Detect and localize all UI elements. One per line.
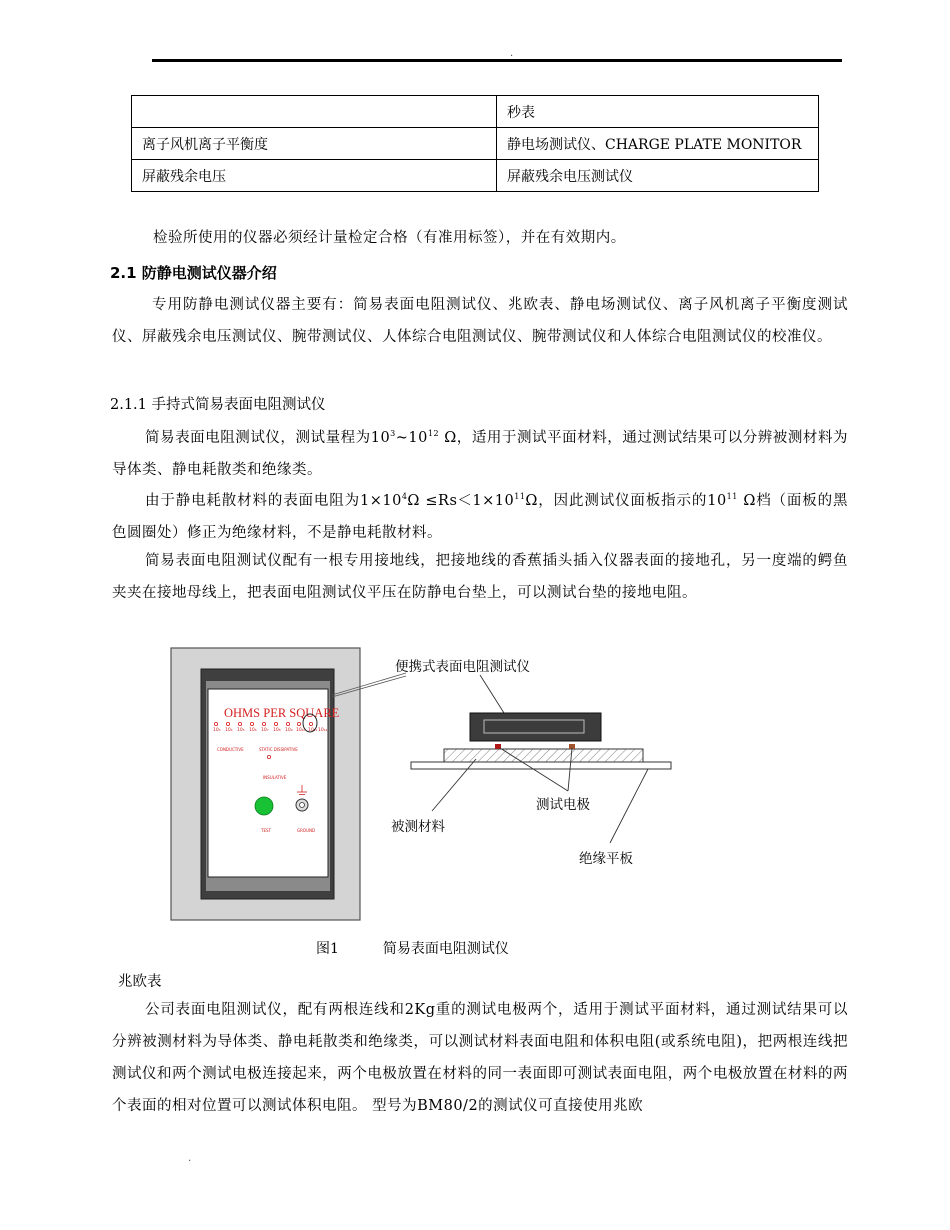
subheading-megohm: 兆欧表 bbox=[118, 974, 162, 990]
scale-label: 10₇ bbox=[261, 728, 269, 733]
table-cell: 屏蔽残余电压 bbox=[132, 160, 497, 192]
text-run: 简易表面电阻测试仪，测试量程为10 bbox=[145, 429, 391, 446]
scale-label: 10₉ bbox=[285, 728, 293, 733]
exponent: 11 bbox=[514, 492, 526, 501]
para-ground: 简易表面电阻测试仪配有一根专用接地线，把接地线的香蕉插头插入仪器表面的接地孔，另一度端的鳄鱼夹夹在接地母线上，把表面电阻测试仪平压在防静电台垫上，可以测试台垫的接地电阻。 bbox=[112, 553, 848, 601]
para-calibration: 检验所使用的仪器必须经计量检定合格（有准用标签），并在有效期内。 bbox=[153, 230, 626, 246]
panel-title: OHMS PER SQUARE bbox=[224, 706, 340, 720]
callout-plate: 绝缘平板 bbox=[579, 851, 633, 867]
label-static-dissipative: STATIC DISSIPATIVE bbox=[259, 747, 298, 752]
scale-label: 10₄ bbox=[225, 728, 233, 733]
scale-label: 10₁₁ bbox=[308, 728, 318, 733]
text-run: ~10 bbox=[395, 429, 428, 446]
exponent: 11 bbox=[726, 492, 738, 501]
label-conductive: CONDUCTIVE bbox=[217, 747, 244, 752]
scale-label: 10₃ bbox=[213, 728, 221, 733]
para-intro: 专用防静电测试仪器主要有：简易表面电阻测试仪、兆欧表、静电场测试仪、离子风机离子平衡度测试仪、屏蔽残余电压测试仪、腕带测试仪、人体综合电阻测试仪、腕带测试仪和人体综合电阻测试仪的校准仪。 bbox=[112, 297, 848, 345]
footer-dot: . bbox=[188, 1153, 192, 1164]
table-row bbox=[132, 160, 819, 192]
insulating-plate bbox=[411, 762, 671, 769]
test-button bbox=[255, 797, 273, 815]
para-megohm: 公司表面电阻测试仪，配有两根连线和2Kg重的测试电极两个，适用于测试平面材料，通过测试结果可以分辨被测材料为导体类、静电耗散类和绝缘类，可以测试材料表面电阻和体积电阻(或系统电阻)，把两根连线把测试仪和两个测试电极连接起来，两个电极放置在材料的同一表面即可测试表面电阻，两个电极放置在材料的两个表面的相对位置可以测试体积电阻。 型号为BM80/2的测试仪可直接使用兆欧 bbox=[112, 1002, 848, 1114]
para-dissipative bbox=[112, 481, 848, 549]
subheading-2-1-1: 2.1.1 手持式简易表面电阻测试仪 bbox=[110, 397, 326, 413]
label-ground: GROUND bbox=[297, 828, 316, 833]
text-run: Ω，适用于测试平面材料，通过测试结果可以分辨被测材料为导体类、静电耗散类和绝缘类。 bbox=[112, 429, 848, 478]
table-cell: 离子风机离子平衡度 bbox=[132, 128, 497, 160]
scale-label: 10₁₂ bbox=[318, 728, 328, 733]
exponent: 12 bbox=[427, 429, 440, 438]
table-row bbox=[132, 128, 819, 160]
tester-body-side bbox=[470, 713, 601, 741]
label-test: TEST bbox=[261, 828, 271, 833]
table-cell: 屏蔽残余电压测试仪 bbox=[497, 160, 819, 192]
figure-caption bbox=[316, 938, 509, 958]
table-cell bbox=[132, 96, 497, 128]
callout-leader bbox=[610, 769, 648, 843]
text-run: 由于静电耗散材料的表面电阻为1×10 bbox=[145, 492, 402, 509]
header-dot: . bbox=[510, 48, 514, 59]
test-material bbox=[444, 749, 643, 762]
table-cell: 秒表 bbox=[497, 96, 819, 128]
scale-label: 10₆ bbox=[249, 728, 257, 733]
caption-text: 简易表面电阻测试仪 bbox=[382, 941, 509, 957]
ground-jack-hole bbox=[300, 803, 305, 808]
table-cell: 静电场测试仪、CHARGE PLATE MONITOR bbox=[497, 128, 819, 160]
instrument-table bbox=[131, 95, 819, 192]
section-heading: 2.1 防静电测试仪器介绍 bbox=[110, 264, 277, 282]
figure-surface-resistance-tester bbox=[170, 645, 680, 925]
callout-material: 被测材料 bbox=[391, 819, 445, 835]
exponent: 3 bbox=[390, 429, 396, 438]
label-insulative: INSULATIVE bbox=[263, 775, 287, 780]
header-rule bbox=[152, 59, 842, 62]
para-range bbox=[112, 418, 848, 486]
scale-label: 10₅ bbox=[237, 728, 245, 733]
exponent: 4 bbox=[401, 492, 408, 501]
table-row bbox=[132, 96, 819, 128]
text-run: Ω ≤Rs＜1×10 bbox=[407, 492, 515, 509]
text-run: Ω档（面板的黑色圆圈处）修正为绝缘材料，不是静电耗散材料。 bbox=[112, 492, 848, 541]
callout-electrode: 测试电极 bbox=[536, 797, 590, 813]
caption-number: 图1 bbox=[316, 941, 339, 957]
callout-device: 便携式表面电阻测试仪 bbox=[395, 659, 530, 675]
scale-label: 10₈ bbox=[273, 728, 281, 733]
scale-label: 10₁₀ bbox=[296, 728, 306, 733]
callout-leader bbox=[480, 675, 504, 713]
text-run: Ω，因此测试仪面板指示的10 bbox=[525, 492, 727, 509]
